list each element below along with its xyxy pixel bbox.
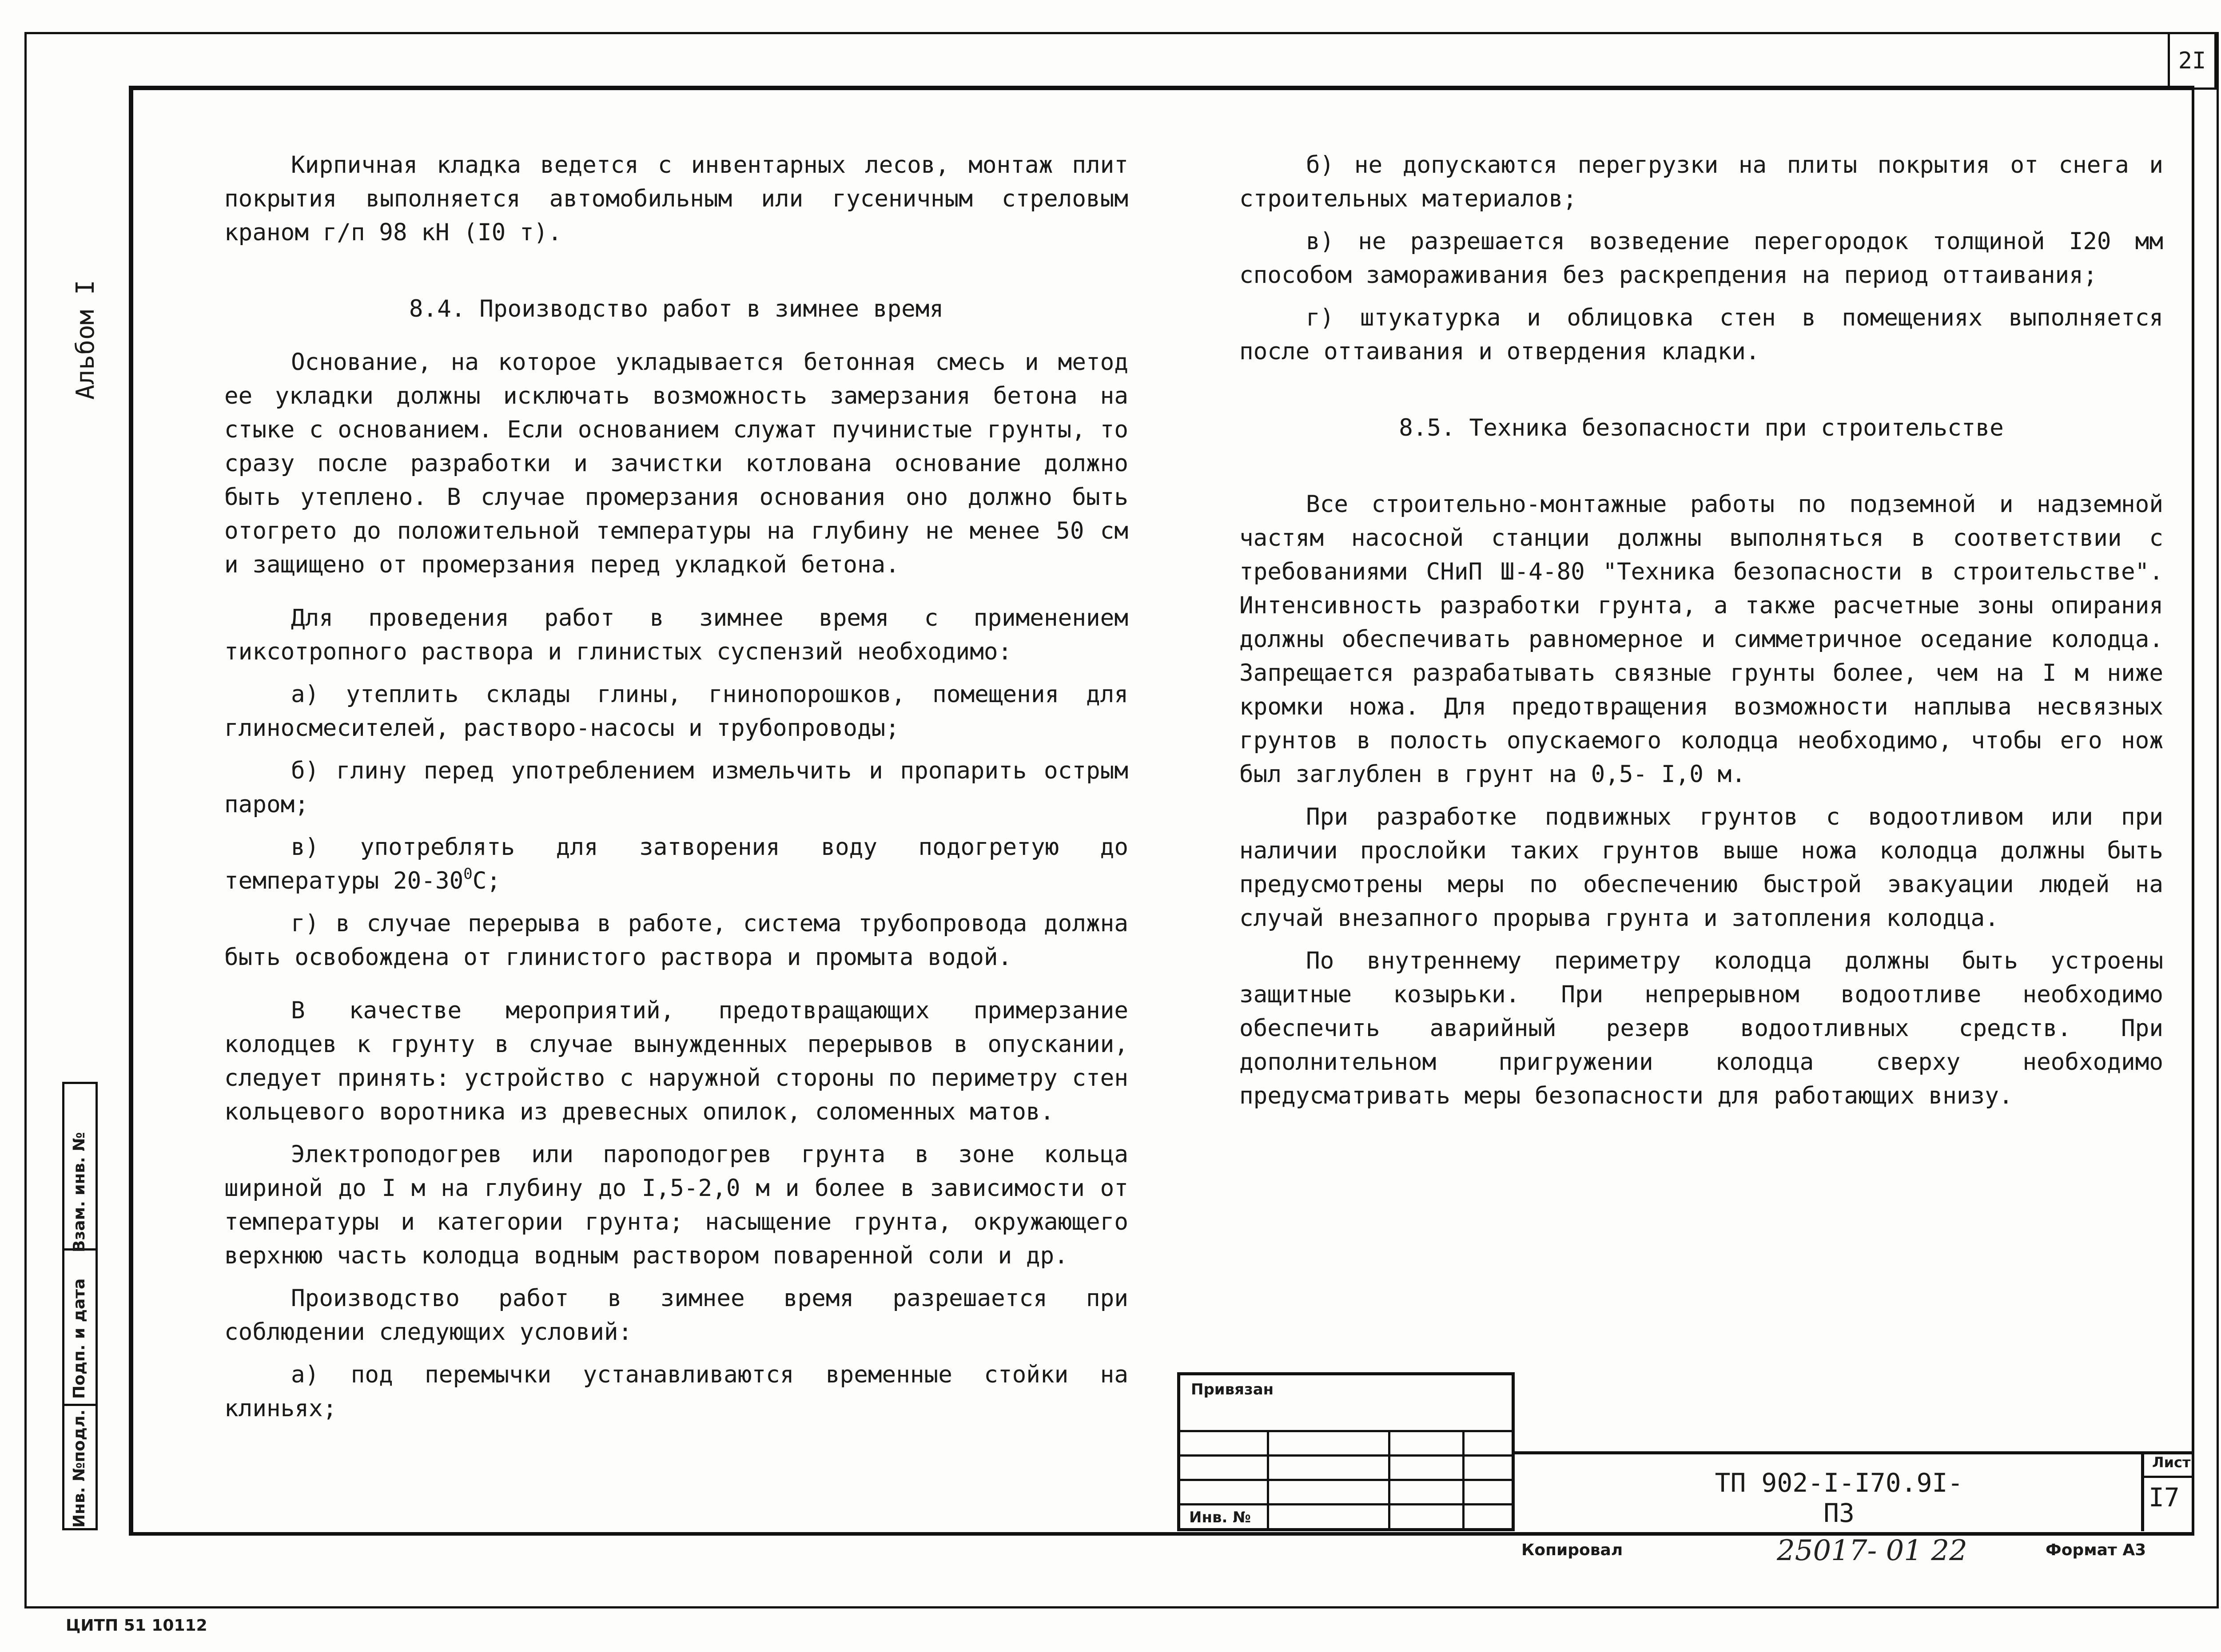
temperature-unit: С; [472, 867, 501, 894]
left-column [224, 148, 1128, 1426]
paragraph: По внутреннему периметру колодца должны быть устроены защитные козырьки. При непрерывном водоотливе необходимо обеспечить аварийный резерв водоотливных средств. При дополнительном пригружении колодца сверху необходимо предусматривать меры безопасности для работающих внизу. [1239, 947, 2163, 1109]
list-item [224, 830, 1128, 898]
intro-paragraph: Кирпичная кладка ведется с инвентарных лесов, монтаж плит покрытия выполняется автомобильным или гусеничным стреловым краном г/п 98 кН (I0 т). [224, 151, 1128, 246]
list-item: б) глину перед употреблением измельчить и пропарить острым паром; [224, 757, 1128, 818]
right-column [1239, 148, 2163, 1113]
paragraph: В качестве мероприятий, предотвращающих примерзание колодцев к грунту в случае вынужденных перерывов в опускании, следует принять: устройство с наружной стороны по периметру стен кольцевого воротника из древесных опилок, соломенных матов. [224, 997, 1128, 1125]
side-stamp-inv-vzam: Взам. инв. № [70, 1132, 88, 1252]
list-item: б) не допускаются перегрузки на плиты покрытия от снега и строительных материалов; [1239, 151, 2163, 212]
paragraph: Производство работ в зимнее время разрешается при соблюдении следующих условий: [224, 1285, 1128, 1346]
stamp-vline [1462, 1432, 1465, 1528]
list-item-text: в) употреблять для затворения воду подогретую до температуры 20-30 [224, 834, 1128, 894]
section-8-4-heading: 8.4. Производство работ в зимнее время [409, 295, 944, 322]
side-stamp-podp-data: Подп. и дата [70, 1278, 88, 1399]
side-stamp-inv-podl: Инв. №подл. [70, 1409, 88, 1528]
paragraph: Электроподогрев или пароподогрев грунта в зоне кольца шириной до I м на глубину до I,5-2,0 м и более в зависимости от температуры и категории грунта; насыщение грунта, окружающего верхнюю часть колодца водным раствором поваренной соли и др. [224, 1141, 1128, 1269]
sheet-number: I7 [2149, 1482, 2180, 1513]
list-item: а) под перемычки устанавливаются временные стойки на клиньях; [224, 1361, 1128, 1422]
page-number: 2I [2168, 32, 2217, 90]
footer-kopiroval: Копировал [1521, 1541, 1623, 1559]
stamp-privyazan: Привязан [1191, 1381, 1274, 1398]
section-8-5-heading: 8.5. Техника безопасности при строительстве [1399, 414, 2004, 441]
footer-format: Формат А3 [2046, 1541, 2146, 1559]
sheet-label: Лист [2152, 1454, 2191, 1471]
paragraph: Основание, на которое укладывается бетонная смесь и метод ее укладки должны исключать возможность замерзания бетона на стыке с основанием. Если основанием служат пучинистые грунты, то сразу после разработки и зачистки котлована основание должно быть утеплено. В случае промерзания основания оно должно быть отогрето до положительной температуры на глубину не менее 50 см и защищено от промерзания перед укладкой бетона. [224, 349, 1128, 578]
list-item: в) не разрешается возведение перегородок толщиной I20 мм способом замораживания без раскрепдения на период оттаивания; [1239, 228, 2163, 289]
paragraph: Все строительно-монтажные работы по подземной и надземной частям насосной станции должны выполняться в соответствии с требованиями СНиП Ш-4-80 "Техника безопасности в строительстве". Интенсивность разработки грунта, а также расчетные зоны опирания должны обеспечивать равномерное и симметричное оседание колодца. Запрещается разрабатывать связные грунты более, чем на I м ниже кромки ножа. Для предотвращения возможности наплыва несвязных грунтов в полость опускаемого колодца необходимо, чтобы его нож был заглублен в грунт на 0,5- I,0 м. [1239, 491, 2163, 788]
paragraph: Для проведения работ в зимнее время с применением тиксотропного раствора и глинистых суспензий необходимо: [224, 604, 1128, 665]
stamp-vline [1388, 1432, 1390, 1528]
binding-stamp [1177, 1372, 1515, 1531]
list-item: г) штукатурка и облицовка стен в помещениях выполняется после оттаивания и отвердения кладки. [1239, 304, 2163, 365]
paragraph: При разработке подвижных грунтов с водоотливом или при наличии прослойки таких грунтов выше ножа колодца должны быть предусмотрены меры по обеспечению быстрой эвакуации людей на случай внезапного прорыва грунта и затопления колодца. [1239, 803, 2163, 932]
footer-printer-code: ЦИТП 51 10112 [66, 1616, 207, 1635]
list-item: а) утеплить склады глины, гнинопорошков, помещения для глиносмесителей, растворо-насосы и трубопроводы; [224, 681, 1128, 742]
degree-sign: 0 [463, 865, 473, 883]
handwritten-number: 25017- 01 22 [1777, 1534, 1967, 1567]
stamp-vline [1267, 1432, 1269, 1528]
sheet-cell [2141, 1451, 2194, 1531]
list-item: г) в случае перерыва в работе, система трубопровода должна быть освобождена от глинистого раствора и промыта водой. [224, 910, 1128, 971]
sheet-cell-line [2144, 1476, 2194, 1478]
album-label: Альбом I [71, 280, 100, 400]
title-block [1515, 1451, 2194, 1531]
document-code: ТП 902-I-I70.9I-ПЗ [1715, 1468, 1963, 1528]
stamp-inv-no: Инв. № [1189, 1509, 1251, 1526]
